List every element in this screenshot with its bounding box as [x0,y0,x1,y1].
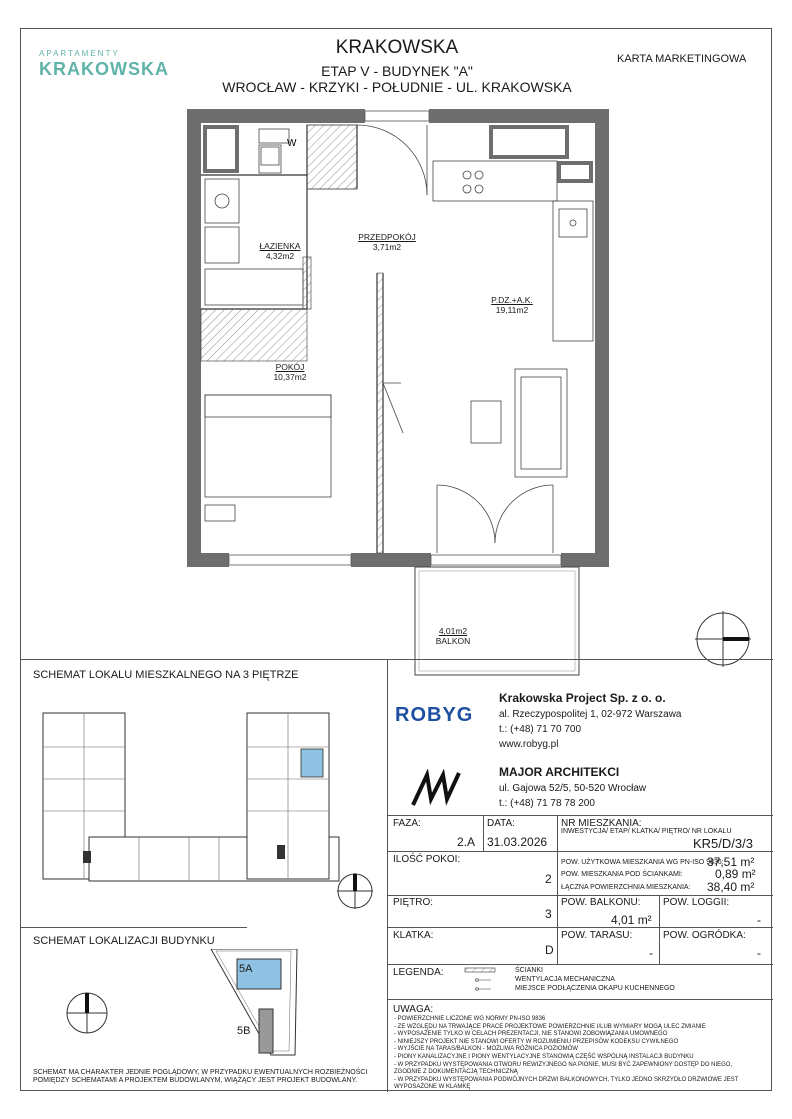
architect-address: ul. Gajowa 52/5, 50-520 Wrocław [499,783,647,794]
legend-symbols [461,966,501,998]
klatka-value: D [545,943,554,957]
data-label: DATA: [487,818,515,829]
loggia-label: POW. LOGGII: [663,897,730,908]
note-item: - ZE WZGLĘDU NA TRWAJĄCE PRACE PROJEKTOWE POWIERZCHNIE I/LUB WYMIARY MOGĄ ULEC ZMIANIE [394,1023,706,1030]
nr-sublabel: INWESTYCJA/ ETAP/ KLATKA/ PIĘTRO/ NR LOKALU [561,828,732,835]
divider [387,895,773,896]
selected-unit-highlight [301,749,323,777]
divider [387,927,773,928]
notes-title: UWAGA: [393,1004,434,1015]
marketing-sheet [20,28,772,1091]
pietro-value: 3 [545,907,552,921]
divider [21,659,773,660]
faza-label: FAZA: [393,818,421,829]
faza-value: 2.A [457,835,476,849]
floor-plan [21,29,773,679]
room-balcony: 4,01m2 BALKON [435,626,471,646]
data-value: 31.03.2026 [487,835,548,849]
ogrodek-value: - [757,946,761,960]
legend-item-hood: MIEJSCE PODŁĄCZENIA OKAPU KUCHENNEGO [515,985,675,992]
logo: KRAKOWSKA [39,59,169,79]
building-b-label: 5B [237,1025,251,1037]
pietro-label: PIĘTRO: [393,897,434,908]
logo-subtitle: APARTAMENTY [39,49,120,58]
schema-disclaimer: SCHEMAT MA CHARAKTER JEDNIE POGLĄDOWY, W PRZYPADKU EWENTUALNYCH ROZBIEŻNOŚCI POMIĘDZY SCHEMATAMI A PROJEKTEM BUDOWLANYM, WIĄŻĄCY JEST PROJEKT BUDOWLANY. [33,1069,368,1084]
divider [557,815,558,964]
nr-label: NR MIESZKANIA: [561,818,642,829]
sheet-type: KARTA MARKETINGOWA [617,53,747,65]
room-bathroom: ŁAZIENKA 4,32m2 [259,241,301,261]
architect-logo [407,769,467,809]
page-title: KRAKOWSKA [335,37,459,58]
developer-name: Krakowska Project Sp. z o. o. [499,691,666,705]
developer-web[interactable]: www.robyg.pl [499,739,559,750]
pow-uzytkowa-label: POW. UŻYTKOWA MIESZKANIA WG PN-ISO 9836: [561,859,724,866]
balkon-label: POW. BALKONU: [561,897,641,908]
developer-logo: ROBYG [395,704,474,726]
floor-schema [39,699,369,894]
note-item: - POWIERZCHNIE LICZONE WG NORMY PN-ISO 9836 [394,1016,546,1022]
divider [659,895,660,964]
note-item: - WYPOSAŻENIE TYLKO W CELACH PREZENTACJI, NIE STANOWI ZOBOWIĄZANIA UMOWNEGO [394,1031,668,1038]
taras-value: - [649,946,653,960]
notes-list [394,1016,754,1092]
klatka-label: KLATKA: [393,930,434,941]
divider [387,659,388,1092]
legend-item-walls: ŚCIANKI [515,967,544,974]
room-living-kitchen: P.DZ.+A.K. 19,11m2 [491,295,533,315]
legend-title: LEGENDA: [393,967,444,978]
developer-address: al. Rzeczypospolitej 1, 02-972 Warszawa [499,709,682,720]
location-schema [61,949,321,1069]
pow-laczna-label: ŁĄCZNA POWIERZCHNIA MIESZKANIA: [561,884,691,891]
note-item: - W PRZYPADKU WYSTĘPOWANIA OTWORU REWIZYJNEGO NA PIONIE, MUSI BYĆ ZAPEWNIONY DOSTĘP DO NIEGO, ZGODNIE Z DOKUMENTACJĄ TECHNICZNĄ [394,1061,733,1076]
architect-phone: t.: (+48) 71 78 78 200 [499,798,595,809]
page-subtitle: ETAP V - BUDYNEK "A" [321,63,473,79]
floor-schema-title: SCHEMAT LOKALU MIESZKALNEGO NA 3 PIĘTRZE [33,669,299,681]
location-schema-title: SCHEMAT LOKALIZACJI BUDYNKU [33,935,215,947]
divider [483,815,484,851]
pokoje-label: ILOŚĆ POKOI: [393,854,461,865]
divider [387,964,773,965]
building-a-label: 5A [239,963,253,975]
architect-name: MAJOR ARCHITEKCI [499,765,620,779]
note-item: - NINIEJSZY PROJEKT NIE STANOWI OFERTY W ROZUMIENIU PRZEPISÓW KODEKSU CYWILNEGO [394,1038,679,1045]
nr-value: KR5/D/3/3 [693,836,753,851]
balkon-value: 4,01 m² [611,913,652,927]
divider [387,851,773,852]
taras-label: POW. TARASU: [561,930,633,941]
pokoje-value: 2 [545,872,552,886]
compass-small [335,871,375,911]
developer-phone: t.: (+48) 71 70 700 [499,724,582,735]
pow-laczna-value: 38,40 m² [707,880,755,894]
divider [387,815,773,816]
note-item: - PIONY KANALIZACYJNE I PIONY WENTYLACYJNE STANOWIĄ CZĘŚĆ WSPÓLNĄ INSTALACJI BUDYNKU [394,1053,694,1060]
loggia-value: - [757,913,761,927]
room-bedroom: POKÓJ 10,37m2 [273,362,307,382]
legend-item-ventilation: WENTYLACJA MECHANICZNA [515,976,615,983]
pow-uzytkowa-value: 37,51 m² [707,855,755,869]
washing-machine-label: W [287,138,297,149]
room-hall: PRZEDPOKÓJ 3,71m2 [358,232,416,252]
divider [21,927,247,928]
ogrodek-label: POW. OGRÓDKA: [663,930,746,941]
divider [387,999,773,1000]
note-item: - W PRZYPADKU WYSTĘPOWANIA PODWÓJNYCH DRZWI BALKONOWYCH, TYLKO JEDNO SKRZYDŁO DRZWIOWE JEST WYPOSAŻONE W KLAMKĘ [394,1076,739,1091]
pow-scianki-label: POW. MIESZKANIA POD ŚCIANKAMI: [561,871,683,878]
page-location: WROCŁAW - KRZYKI - POŁUDNIE - UL. KRAKOWSKA [222,79,572,95]
note-item: - WYJŚCIE NA TARAS/BALKON - MOŻLIWA RÓŻNICA POZIOMÓW [394,1046,578,1053]
pow-scianki-value: 0,89 m² [715,867,756,881]
